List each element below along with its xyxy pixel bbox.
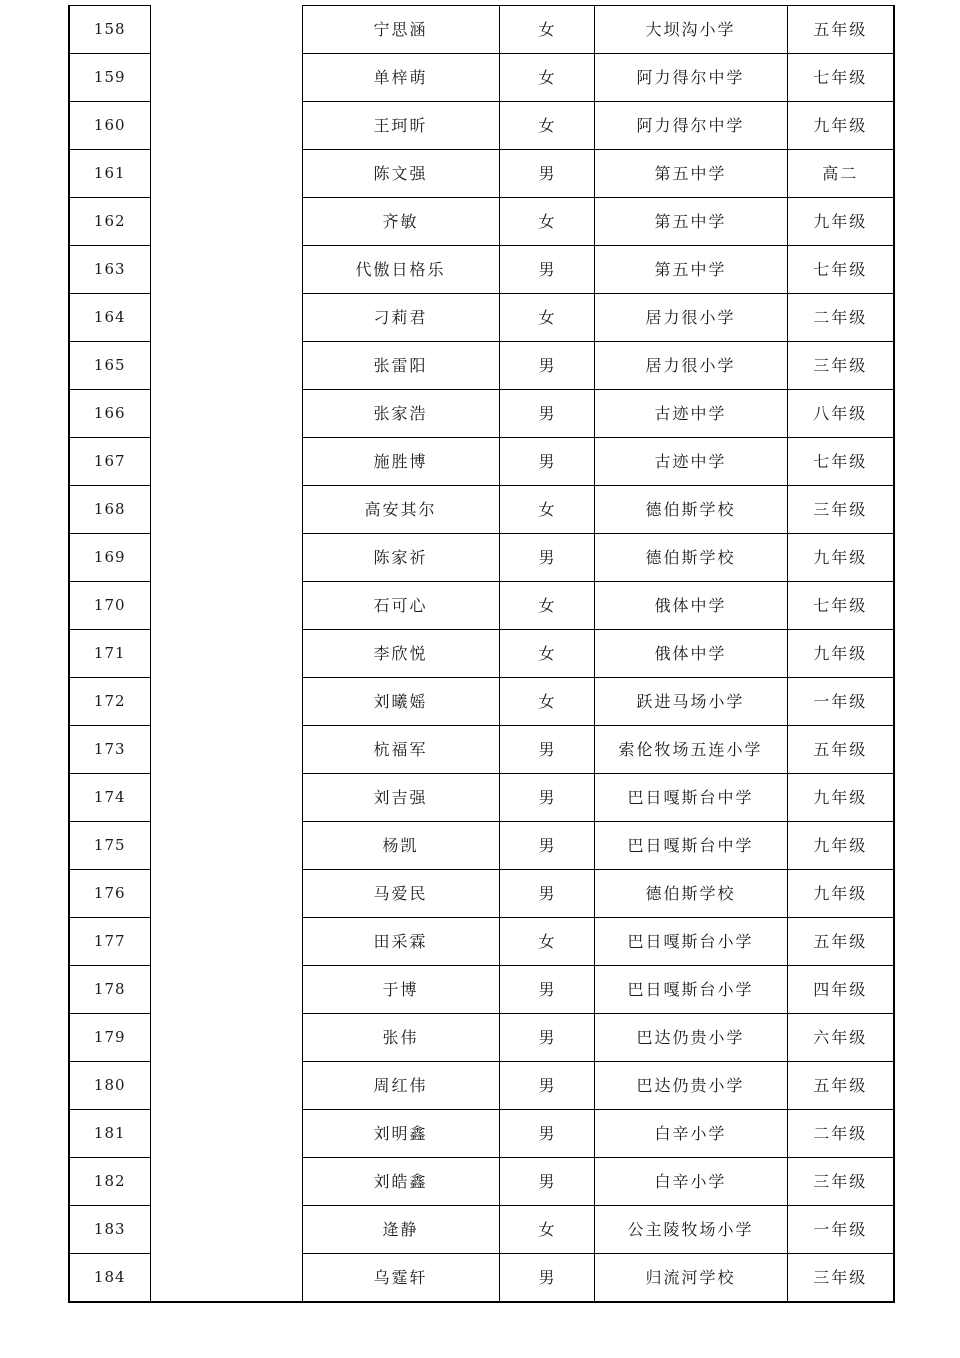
student-roster-table bbox=[68, 5, 895, 1303]
school-cell: 俄体中学 bbox=[594, 630, 787, 678]
group-cell bbox=[150, 726, 302, 774]
row-number-cell: 161 bbox=[69, 150, 150, 198]
student-name-cell: 张家浩 bbox=[302, 390, 499, 438]
row-number-cell: 168 bbox=[69, 486, 150, 534]
gender-cell: 男 bbox=[499, 1110, 594, 1158]
table-row bbox=[69, 1062, 894, 1110]
grade-cell: 七年级 bbox=[787, 246, 894, 294]
grade-cell: 五年级 bbox=[787, 6, 894, 54]
gender-cell: 男 bbox=[499, 1254, 594, 1303]
grade-cell: 九年级 bbox=[787, 102, 894, 150]
student-name-cell: 石可心 bbox=[302, 582, 499, 630]
school-cell: 巴日嘎斯台中学 bbox=[594, 822, 787, 870]
table-row bbox=[69, 1110, 894, 1158]
table-row bbox=[69, 102, 894, 150]
grade-cell: 四年级 bbox=[787, 966, 894, 1014]
row-number-cell: 183 bbox=[69, 1206, 150, 1254]
row-number-cell: 179 bbox=[69, 1014, 150, 1062]
school-cell: 归流河学校 bbox=[594, 1254, 787, 1303]
student-name-cell: 马爱民 bbox=[302, 870, 499, 918]
gender-cell: 男 bbox=[499, 726, 594, 774]
row-number-cell: 162 bbox=[69, 198, 150, 246]
table-row bbox=[69, 294, 894, 342]
table-row bbox=[69, 822, 894, 870]
row-number-cell: 184 bbox=[69, 1254, 150, 1303]
grade-cell: 一年级 bbox=[787, 678, 894, 726]
school-cell: 第五中学 bbox=[594, 150, 787, 198]
student-name-cell: 宁思涵 bbox=[302, 6, 499, 54]
school-cell: 巴日嘎斯台中学 bbox=[594, 774, 787, 822]
grade-cell: 三年级 bbox=[787, 1254, 894, 1303]
table-row bbox=[69, 390, 894, 438]
student-name-cell: 乌霆轩 bbox=[302, 1254, 499, 1303]
gender-cell: 男 bbox=[499, 822, 594, 870]
row-number-cell: 169 bbox=[69, 534, 150, 582]
student-name-cell: 张伟 bbox=[302, 1014, 499, 1062]
student-name-cell: 刘曦媱 bbox=[302, 678, 499, 726]
table-row bbox=[69, 1206, 894, 1254]
gender-cell: 女 bbox=[499, 630, 594, 678]
group-cell bbox=[150, 246, 302, 294]
student-name-cell: 逄静 bbox=[302, 1206, 499, 1254]
grade-cell: 五年级 bbox=[787, 1062, 894, 1110]
school-cell: 巴达仍贵小学 bbox=[594, 1062, 787, 1110]
student-name-cell: 陈家祈 bbox=[302, 534, 499, 582]
table-row bbox=[69, 246, 894, 294]
school-cell: 第五中学 bbox=[594, 246, 787, 294]
group-cell bbox=[150, 486, 302, 534]
gender-cell: 男 bbox=[499, 150, 594, 198]
gender-cell: 男 bbox=[499, 774, 594, 822]
school-cell: 巴达仍贵小学 bbox=[594, 1014, 787, 1062]
row-number-cell: 181 bbox=[69, 1110, 150, 1158]
gender-cell: 男 bbox=[499, 534, 594, 582]
grade-cell: 九年级 bbox=[787, 630, 894, 678]
gender-cell: 男 bbox=[499, 1158, 594, 1206]
school-cell: 阿力得尔中学 bbox=[594, 54, 787, 102]
grade-cell: 七年级 bbox=[787, 54, 894, 102]
group-cell bbox=[150, 390, 302, 438]
student-name-cell: 张雷阳 bbox=[302, 342, 499, 390]
school-cell: 巴日嘎斯台小学 bbox=[594, 966, 787, 1014]
student-name-cell: 高安其尔 bbox=[302, 486, 499, 534]
row-number-cell: 159 bbox=[69, 54, 150, 102]
table-row bbox=[69, 870, 894, 918]
grade-cell: 九年级 bbox=[787, 774, 894, 822]
gender-cell: 男 bbox=[499, 870, 594, 918]
row-number-cell: 175 bbox=[69, 822, 150, 870]
group-cell bbox=[150, 630, 302, 678]
gender-cell: 女 bbox=[499, 918, 594, 966]
group-cell bbox=[150, 1254, 302, 1303]
group-cell bbox=[150, 6, 302, 54]
row-number-cell: 158 bbox=[69, 6, 150, 54]
grade-cell: 九年级 bbox=[787, 870, 894, 918]
student-name-cell: 刘吉强 bbox=[302, 774, 499, 822]
school-cell: 跃进马场小学 bbox=[594, 678, 787, 726]
gender-cell: 女 bbox=[499, 102, 594, 150]
group-cell bbox=[150, 1062, 302, 1110]
school-cell: 第五中学 bbox=[594, 198, 787, 246]
grade-cell: 二年级 bbox=[787, 1110, 894, 1158]
gender-cell: 男 bbox=[499, 390, 594, 438]
gender-cell: 女 bbox=[499, 54, 594, 102]
row-number-cell: 165 bbox=[69, 342, 150, 390]
row-number-cell: 160 bbox=[69, 102, 150, 150]
school-cell: 白辛小学 bbox=[594, 1158, 787, 1206]
grade-cell: 九年级 bbox=[787, 534, 894, 582]
gender-cell: 女 bbox=[499, 582, 594, 630]
school-cell: 白辛小学 bbox=[594, 1110, 787, 1158]
group-cell bbox=[150, 102, 302, 150]
school-cell: 索伦牧场五连小学 bbox=[594, 726, 787, 774]
group-cell bbox=[150, 342, 302, 390]
group-cell bbox=[150, 870, 302, 918]
table-row bbox=[69, 54, 894, 102]
group-cell bbox=[150, 1110, 302, 1158]
grade-cell: 九年级 bbox=[787, 822, 894, 870]
group-cell bbox=[150, 1158, 302, 1206]
school-cell: 公主陵牧场小学 bbox=[594, 1206, 787, 1254]
table-row bbox=[69, 774, 894, 822]
group-cell bbox=[150, 54, 302, 102]
group-cell bbox=[150, 534, 302, 582]
gender-cell: 男 bbox=[499, 1014, 594, 1062]
grade-cell: 七年级 bbox=[787, 582, 894, 630]
group-cell bbox=[150, 438, 302, 486]
table-row bbox=[69, 198, 894, 246]
group-cell bbox=[150, 822, 302, 870]
group-cell bbox=[150, 1206, 302, 1254]
row-number-cell: 174 bbox=[69, 774, 150, 822]
school-cell: 古迹中学 bbox=[594, 438, 787, 486]
gender-cell: 女 bbox=[499, 1206, 594, 1254]
student-name-cell: 王珂昕 bbox=[302, 102, 499, 150]
gender-cell: 女 bbox=[499, 198, 594, 246]
school-cell: 古迹中学 bbox=[594, 390, 787, 438]
group-cell bbox=[150, 1014, 302, 1062]
student-name-cell: 刘皓鑫 bbox=[302, 1158, 499, 1206]
table-row bbox=[69, 150, 894, 198]
group-cell bbox=[150, 150, 302, 198]
group-cell bbox=[150, 198, 302, 246]
student-name-cell: 施胜博 bbox=[302, 438, 499, 486]
student-name-cell: 周红伟 bbox=[302, 1062, 499, 1110]
table-row bbox=[69, 342, 894, 390]
grade-cell: 二年级 bbox=[787, 294, 894, 342]
school-cell: 德伯斯学校 bbox=[594, 486, 787, 534]
group-cell bbox=[150, 774, 302, 822]
group-cell bbox=[150, 966, 302, 1014]
row-number-cell: 182 bbox=[69, 1158, 150, 1206]
student-name-cell: 杨凯 bbox=[302, 822, 499, 870]
grade-cell: 五年级 bbox=[787, 918, 894, 966]
roster-body bbox=[69, 6, 894, 1303]
student-name-cell: 李欣悦 bbox=[302, 630, 499, 678]
gender-cell: 女 bbox=[499, 678, 594, 726]
group-cell bbox=[150, 294, 302, 342]
row-number-cell: 171 bbox=[69, 630, 150, 678]
student-name-cell: 齐敏 bbox=[302, 198, 499, 246]
row-number-cell: 177 bbox=[69, 918, 150, 966]
school-cell: 德伯斯学校 bbox=[594, 534, 787, 582]
school-cell: 阿力得尔中学 bbox=[594, 102, 787, 150]
school-cell: 大坝沟小学 bbox=[594, 6, 787, 54]
gender-cell: 男 bbox=[499, 966, 594, 1014]
table-row bbox=[69, 582, 894, 630]
row-number-cell: 172 bbox=[69, 678, 150, 726]
grade-cell: 九年级 bbox=[787, 198, 894, 246]
row-number-cell: 170 bbox=[69, 582, 150, 630]
gender-cell: 男 bbox=[499, 438, 594, 486]
school-cell: 巴日嘎斯台小学 bbox=[594, 918, 787, 966]
table-row bbox=[69, 6, 894, 54]
table-row bbox=[69, 534, 894, 582]
school-cell: 居力很小学 bbox=[594, 342, 787, 390]
row-number-cell: 176 bbox=[69, 870, 150, 918]
grade-cell: 七年级 bbox=[787, 438, 894, 486]
row-number-cell: 167 bbox=[69, 438, 150, 486]
row-number-cell: 178 bbox=[69, 966, 150, 1014]
table-row bbox=[69, 726, 894, 774]
row-number-cell: 163 bbox=[69, 246, 150, 294]
table-row bbox=[69, 918, 894, 966]
gender-cell: 女 bbox=[499, 6, 594, 54]
grade-cell: 一年级 bbox=[787, 1206, 894, 1254]
table-row bbox=[69, 966, 894, 1014]
gender-cell: 男 bbox=[499, 246, 594, 294]
school-cell: 俄体中学 bbox=[594, 582, 787, 630]
table-row bbox=[69, 1254, 894, 1303]
table-row bbox=[69, 486, 894, 534]
grade-cell: 五年级 bbox=[787, 726, 894, 774]
grade-cell: 高二 bbox=[787, 150, 894, 198]
student-name-cell: 于博 bbox=[302, 966, 499, 1014]
grade-cell: 八年级 bbox=[787, 390, 894, 438]
row-number-cell: 164 bbox=[69, 294, 150, 342]
table-row bbox=[69, 438, 894, 486]
grade-cell: 三年级 bbox=[787, 1158, 894, 1206]
table-row bbox=[69, 630, 894, 678]
school-cell: 居力很小学 bbox=[594, 294, 787, 342]
row-number-cell: 173 bbox=[69, 726, 150, 774]
gender-cell: 男 bbox=[499, 1062, 594, 1110]
gender-cell: 女 bbox=[499, 486, 594, 534]
school-cell: 德伯斯学校 bbox=[594, 870, 787, 918]
table-row bbox=[69, 1158, 894, 1206]
student-name-cell: 代傲日格乐 bbox=[302, 246, 499, 294]
row-number-cell: 180 bbox=[69, 1062, 150, 1110]
student-name-cell: 杭福军 bbox=[302, 726, 499, 774]
group-cell bbox=[150, 918, 302, 966]
row-number-cell: 166 bbox=[69, 390, 150, 438]
student-name-cell: 刘明鑫 bbox=[302, 1110, 499, 1158]
group-cell bbox=[150, 678, 302, 726]
grade-cell: 三年级 bbox=[787, 342, 894, 390]
table-row bbox=[69, 1014, 894, 1062]
grade-cell: 三年级 bbox=[787, 486, 894, 534]
student-name-cell: 田采霖 bbox=[302, 918, 499, 966]
group-cell bbox=[150, 582, 302, 630]
student-name-cell: 刁莉君 bbox=[302, 294, 499, 342]
student-name-cell: 陈文强 bbox=[302, 150, 499, 198]
gender-cell: 男 bbox=[499, 342, 594, 390]
table-row bbox=[69, 678, 894, 726]
grade-cell: 六年级 bbox=[787, 1014, 894, 1062]
gender-cell: 女 bbox=[499, 294, 594, 342]
student-name-cell: 单梓萌 bbox=[302, 54, 499, 102]
